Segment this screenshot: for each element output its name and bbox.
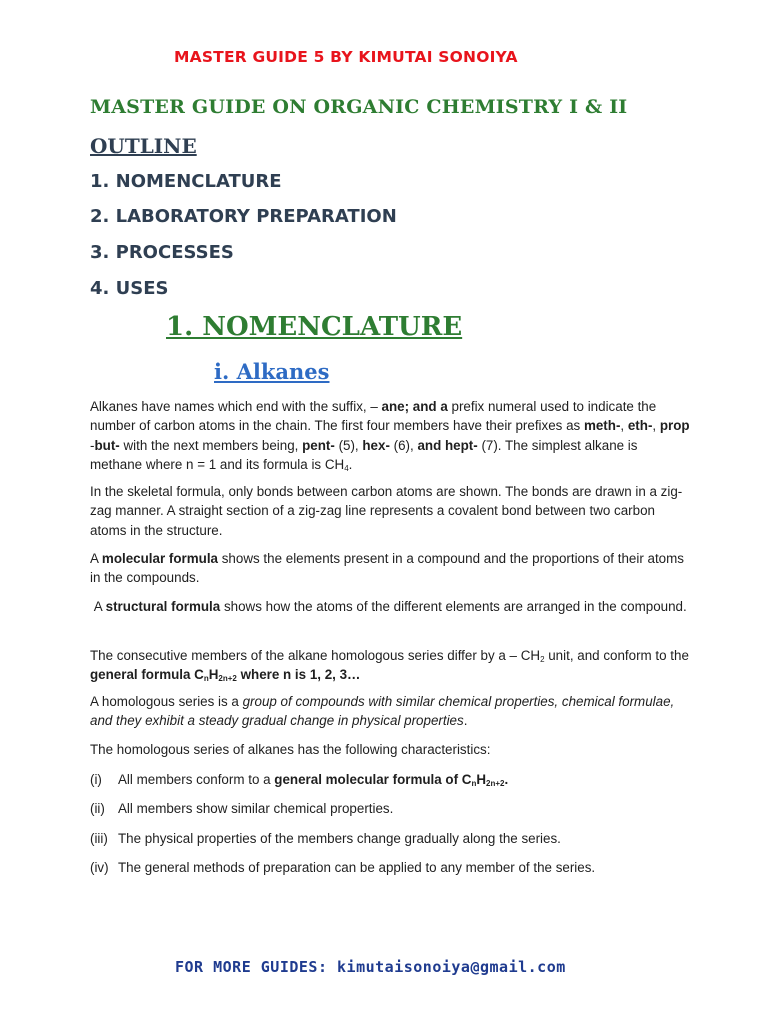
main-title: MASTER GUIDE ON ORGANIC CHEMISTRY I & II — [90, 96, 628, 118]
paragraph-skeletal-formula: In the skeletal formula, only bonds between carbon atoms are shown. The bonds are drawn in a zig-zag manner. A straight section of a zig-zag line represents a covalent bond between two carbon atoms in the structure. — [90, 484, 683, 538]
paragraph-molecular-formula: A molecular formula shows the elements present in a compound and the proportions of their atoms in the compounds. — [90, 551, 684, 586]
list-item: (i) All members conform to a general molecular formula of $C_nH_{2n+2}$. — [90, 772, 509, 788]
list-marker: (ii) — [90, 801, 105, 816]
list-marker: (i) — [90, 772, 102, 787]
paragraph-homologous-definition: A homologous series is a group of compounds with similar chemical properties, chemical formulae, and they exhibit a steady gradual change in physical properties. — [90, 694, 675, 729]
outline-item-laboratory-preparation: 2. LABORATORY PREPARATION — [90, 206, 397, 227]
list-item: (ii) All members show similar chemical properties. — [90, 799, 690, 818]
paragraph-alkane-names: Alkanes have names which end with the suffix, – ane; and a prefix numeral used to indicate the number of carbon atoms in the chain. The first four members have their prefixes as meth-, eth-, prop -but- with the next members being, pent- (5), hex- (6), and hept- (7). The simplest alkane is methane where n = 1 and its formula is $CH_4$. — [90, 399, 690, 474]
list-item: (iv) The general methods of preparation can be applied to any member of the series. — [90, 858, 690, 877]
paragraph-homologous-difference: The consecutive members of the alkane homologous series differ by a – $CH_2$ unit, and conform to the general formula $C_nH_{2n+2}$ where n is 1, 2, 3… — [90, 648, 689, 684]
list-marker: (iii) — [90, 831, 108, 846]
outline-item-nomenclature: 1. NOMENCLATURE — [90, 171, 282, 192]
paragraph-structural-formula: A structural formula shows how the atoms of the different elements are arranged in the compound. — [90, 599, 687, 614]
paragraph-characteristics-intro: The homologous series of alkanes has the following characteristics: — [90, 742, 491, 757]
document-header: MASTER GUIDE 5 BY KIMUTAI SONOIYA — [174, 48, 518, 66]
list-marker: (iv) — [90, 860, 109, 875]
subsection-title: i. Alkanes — [214, 359, 330, 384]
outline-item-uses: 4. USES — [90, 278, 169, 299]
footer-contact: FOR MORE GUIDES: kimutaisonoiya@gmail.com — [175, 958, 566, 976]
section-title: 1. NOMENCLATURE — [166, 312, 463, 342]
outline-title: OUTLINE — [90, 134, 197, 158]
list-item: (iii) The physical properties of the members change gradually along the series. — [90, 829, 690, 848]
outline-item-processes: 3. PROCESSES — [90, 242, 234, 263]
